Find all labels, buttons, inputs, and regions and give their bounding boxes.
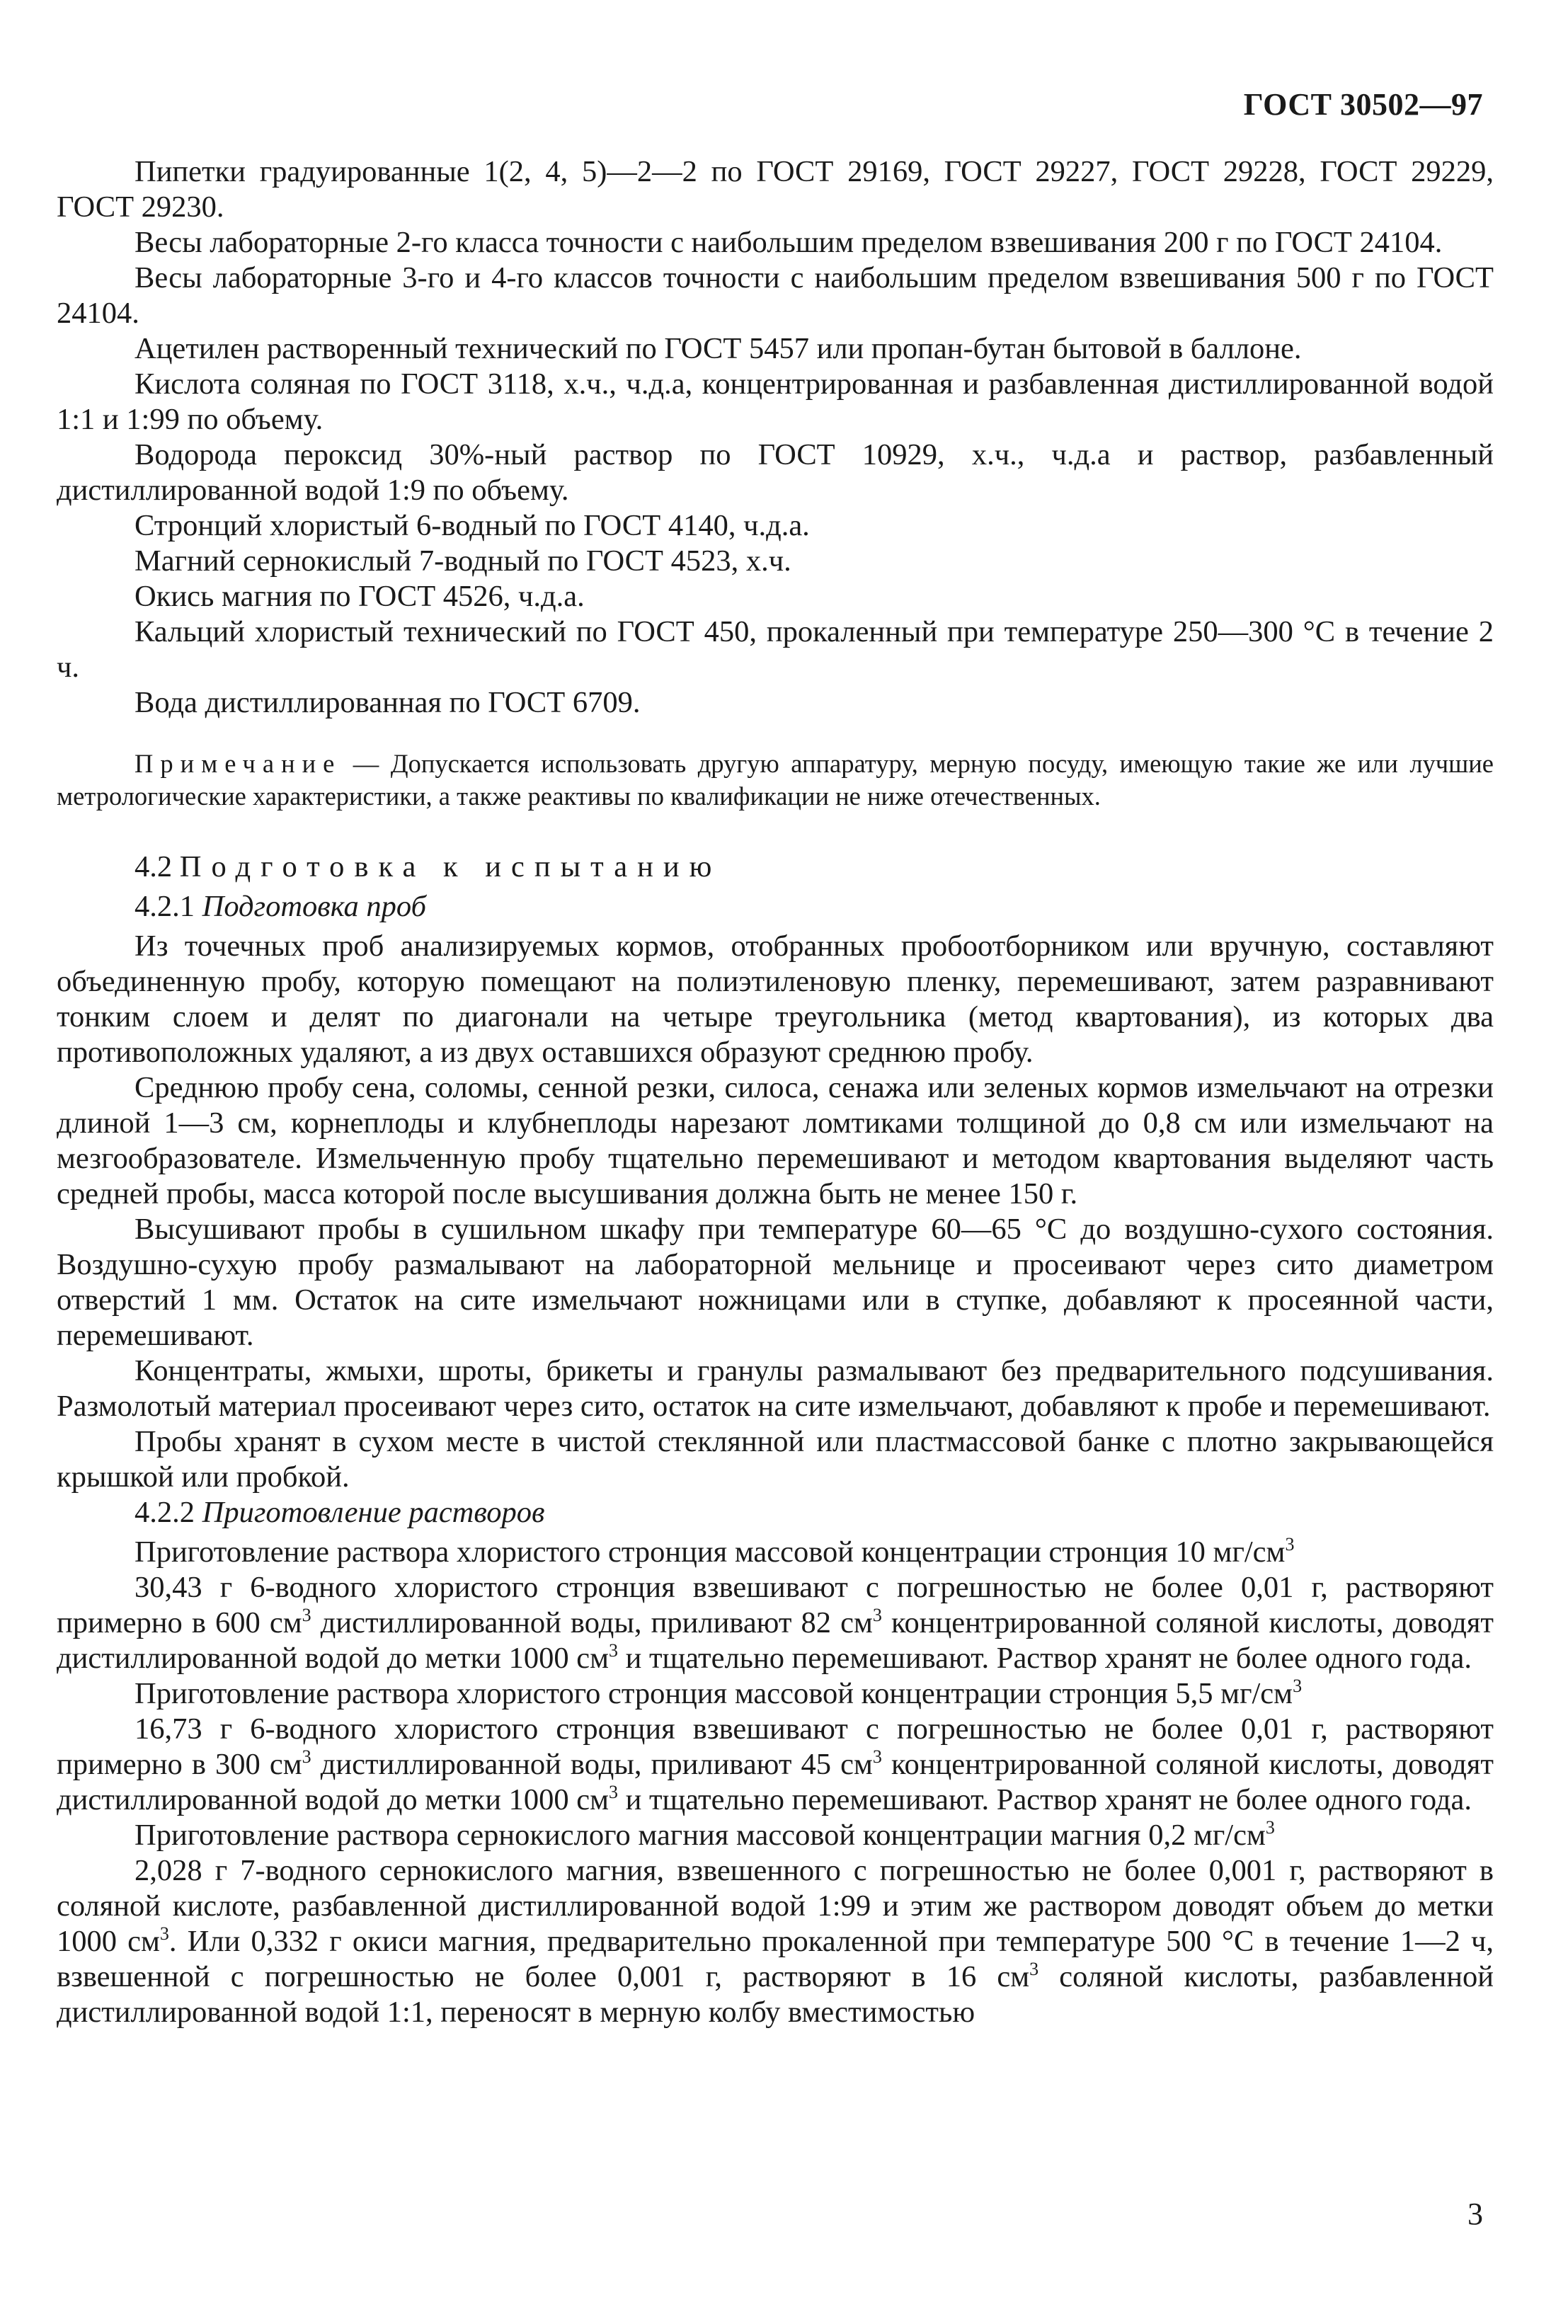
- equipment-item: Весы лабораторные 2-го класса точности с наибольшим пределом взвешивания 200 г по ГОСТ 24104.: [135, 226, 1443, 259]
- paragraph: Пробы хранят в сухом месте в чистой стеклянной или пластмассовой банке с плотно закрывающейся крышкой или пробкой.: [57, 1425, 1494, 1494]
- subsection-heading: [57, 1495, 1494, 1530]
- note-text: — Допускается использовать другую аппаратуру, мерную посуду, имеющую такие же или лучшие метрологические характеристики, а также реактивы по квалификации не ниже отечественных.: [57, 749, 1494, 811]
- equipment-item: Весы лабораторные 3-го и 4-го классов точности с наибольшим пределом взвешивания 500 г по ГОСТ 24104.: [57, 261, 1494, 330]
- paragraph: Из точечных проб анализируемых кормов, отобранных пробоотборником или вручную, составляют объединенную пробу, которую помещают на полиэтиленовую пленку, перемешивают, затем разравнивают тонким слоем и делят по диагонали на четыре треугольника (метод квартования), из которых два противоположных удаляют, а из двух оставшихся образуют среднюю пробу.: [57, 929, 1494, 1069]
- section-title: Подготовка к испытанию: [179, 850, 722, 883]
- document-body: [57, 154, 1494, 2030]
- equipment-item: Стронций хлористый 6-водный по ГОСТ 4140, ч.д.а.: [135, 509, 810, 542]
- equipment-item: Кальций хлористый технический по ГОСТ 450, прокаленный при температуре 250—300 °С в течение 2 ч.: [57, 615, 1494, 684]
- solution-heading: Приготовление раствора хлористого стронция массовой концентрации стронция 5,5 $мг/см^3$: [135, 1676, 1303, 1710]
- equipment-item: Водорода пероксид 30%-ный раствор по ГОСТ 10929, х.ч., ч.д.а и раствор, разбавленный дистиллированной водой 1:9 по объему.: [57, 438, 1494, 507]
- section-number: 4.2: [135, 850, 173, 883]
- equipment-item: Вода дистиллированная по ГОСТ 6709.: [135, 686, 641, 719]
- paragraph: Высушивают пробы в сушильном шкафу при температуре 60—65 °С до воздушно-сухого состояния. Воздушно-сухую пробу размалывают на лабораторной мельнице и просеивают через сито диаметром отверстий 1 мм. Остаток на сите измельчают ножницами или в ступке, добавляют к просеянной части, перемешивают.: [57, 1213, 1494, 1352]
- equipment-item: Магний сернокислый 7-водный по ГОСТ 4523, х.ч.: [135, 544, 791, 578]
- subsection-title: Приготовление растворов: [202, 1496, 545, 1529]
- subsection-title: Подготовка проб: [202, 890, 426, 923]
- paragraph: 30,43 г 6-водного хлористого стронция взвешивают с погрешностью не более 0,01 г, растворяют примерно в 600 $см^3$ дистиллированной воды, приливают 82 $см^3$ концентрированной соляной кислоты, доводят дистиллированной водой до метки 1000 $см^3$ и тщательно перемешивают. Раствор хранят не более одного года.: [57, 1571, 1494, 1675]
- note-label: Примечание: [135, 749, 342, 778]
- subsection-number: 4.2.2: [135, 1496, 195, 1529]
- equipment-item: Ацетилен растворенный технический по ГОСТ 5457 или пропан-бутан бытовой в баллоне.: [135, 332, 1302, 365]
- paragraph: 16,73 г 6-водного хлористого стронция взвешивают с погрешностью не более 0,01 г, растворяют примерно в 300 $см^3$ дистиллированной воды, приливают 45 $см^3$ концентрированной соляной кислоты, доводят дистиллированной водой до метки 1000 $см^3$ и тщательно перемешивают. Раствор хранят не более одного года.: [57, 1712, 1494, 1816]
- equipment-item: Окись магния по ГОСТ 4526, ч.д.а.: [135, 580, 585, 613]
- subsection-number: 4.2.1: [135, 890, 195, 923]
- document-code-header: ГОСТ 30502—97: [1243, 87, 1483, 122]
- note: [57, 748, 1494, 813]
- page-number: 3: [1467, 2197, 1483, 2231]
- solution-heading: Приготовление раствора хлористого стронция массовой концентрации стронция 10 $мг/см^3$: [135, 1534, 1295, 1569]
- equipment-item: Пипетки градуированные 1(2, 4, 5)—2—2 по ГОСТ 29169, ГОСТ 29227, ГОСТ 29228, ГОСТ 29229, ГОСТ 29230.: [57, 155, 1494, 224]
- paragraph: 2,028 г 7-водного сернокислого магния, взвешенного с погрешностью не более 0,001 г, растворяют в соляной кислоте, разбавленной дистиллированной водой 1:99 и этим же раствором доводят объем до метки 1000 $см^3$. Или 0,332 г окиси магния, предварительно прокаленной при температуре 500 °С в течение 1—2 ч, взвешенной с погрешностью не более 0,001 г, растворяют в 16 $см^3$ соляной кислоты, разбавленной дистиллированной водой 1:1, переносят в мерную колбу вместимостью: [57, 1854, 1494, 2029]
- equipment-item: Кислота соляная по ГОСТ 3118, х.ч., ч.д.а, концентрированная и разбавленная дистиллированной водой 1:1 и 1:99 по объему.: [57, 367, 1494, 436]
- solution-heading: Приготовление раствора сернокислого магния массовой концентрации магния 0,2 $мг/см^3$: [135, 1817, 1275, 1852]
- subsection-heading: [57, 889, 1494, 925]
- section-heading: [57, 849, 1494, 885]
- paragraph: Концентраты, жмыхи, шроты, брикеты и гранулы размалывают без предварительного подсушивания. Размолотый материал просеивают через сито, остаток на сите измельчают, добавляют к пробе и перемешивают.: [57, 1354, 1494, 1423]
- paragraph: Среднюю пробу сена, соломы, сенной резки, силоса, сенажа или зеленых кормов измельчают на отрезки длиной 1—3 см, корнеплоды и клубнеплоды нарезают ломтиками толщиной до 0,8 см или измельчают на мезгообразователе. Измельченную пробу тщательно перемешивают и методом квартования выделяют часть средней пробы, масса которой после высушивания должна быть не менее 150 г.: [57, 1071, 1494, 1210]
